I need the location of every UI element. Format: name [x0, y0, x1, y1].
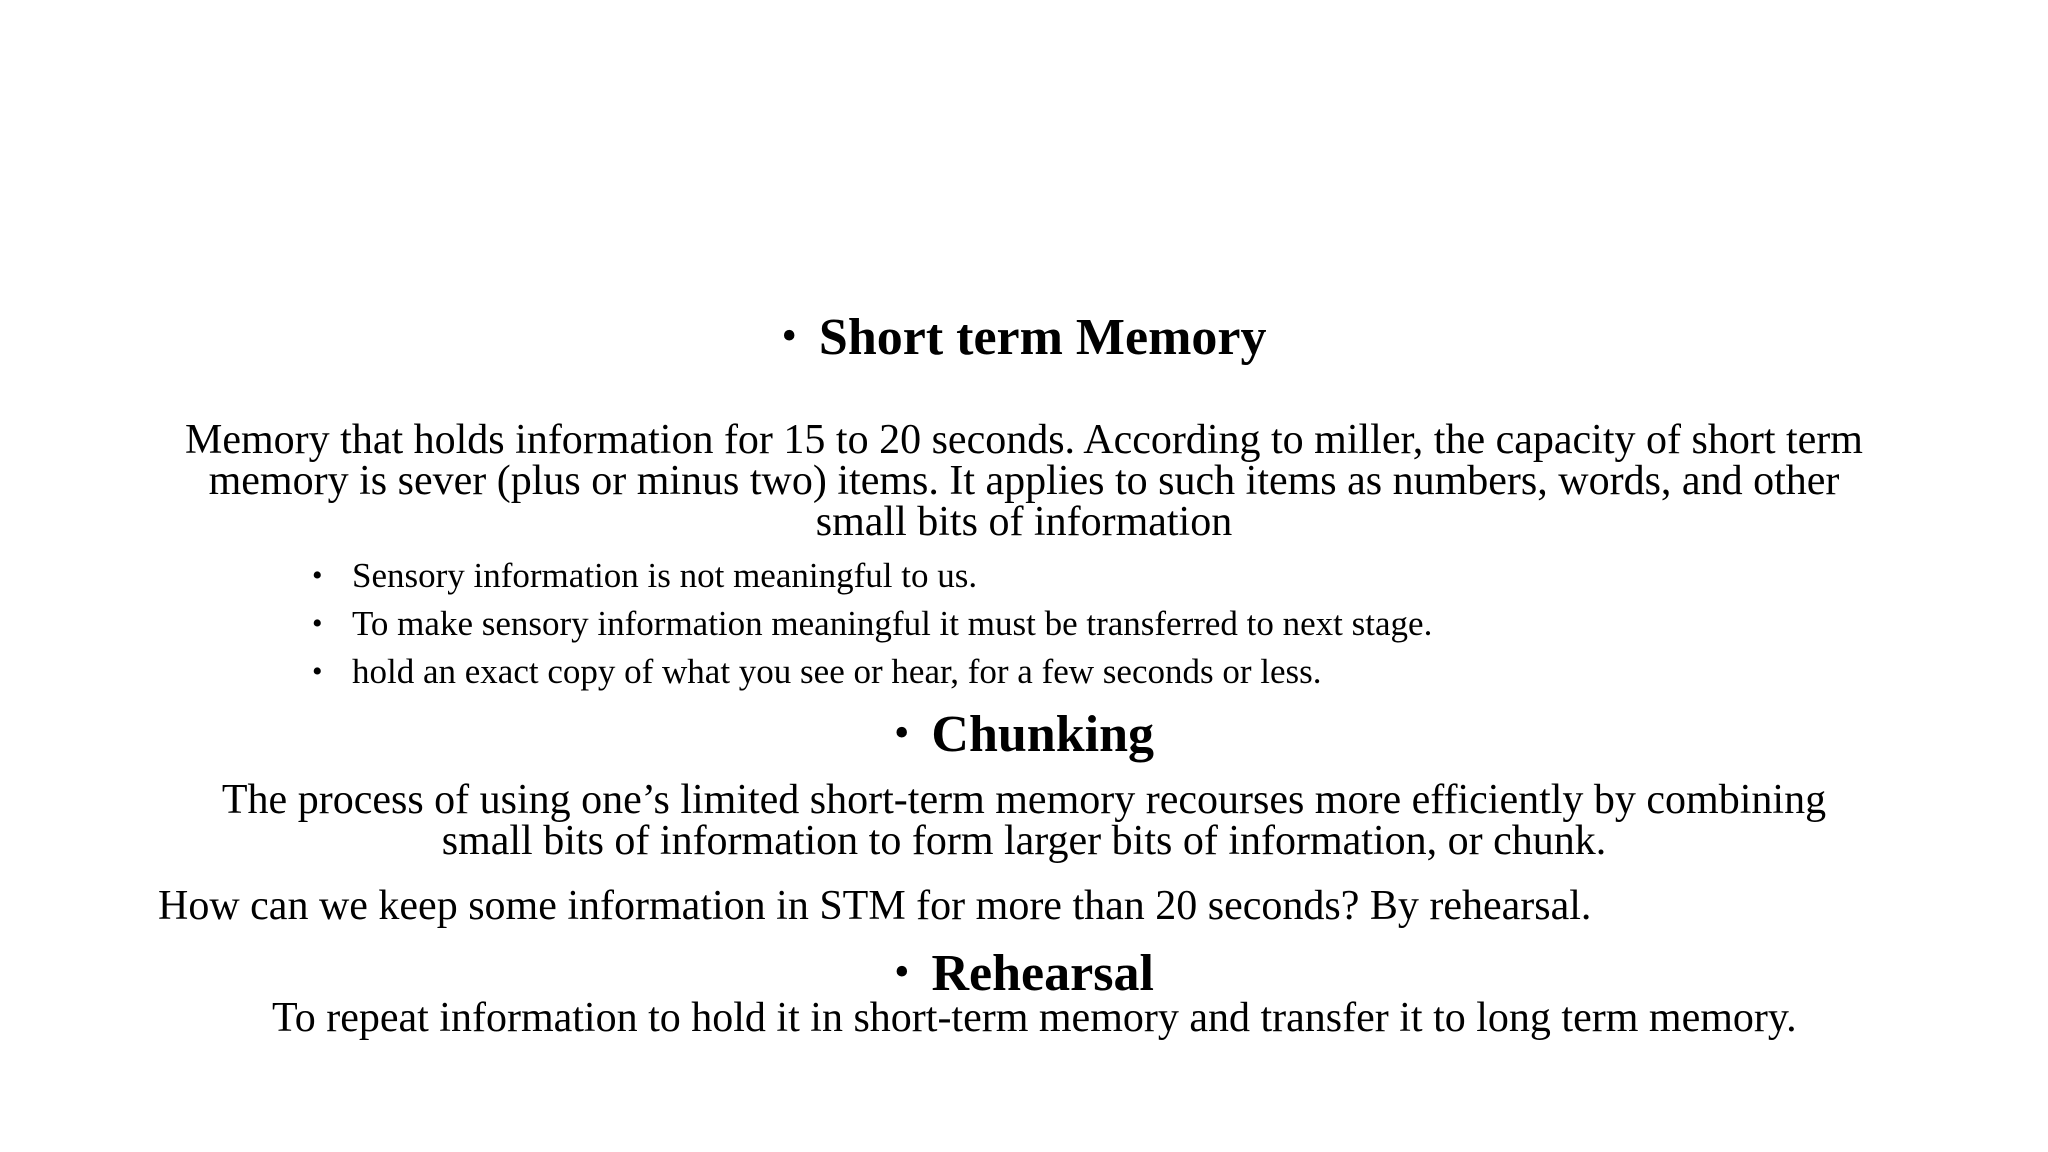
heading-chunking: [0, 703, 2048, 765]
stm-definition-line: small bits of information: [815, 499, 1233, 545]
chunking-definition-line: small bits of information to form larger bits of information, or chunk.: [441, 818, 1607, 864]
stm-bullet-list: [312, 552, 1432, 696]
list-item-text: To make sensory information meaningful it must be transferred to next stage.: [352, 604, 1433, 643]
chunking-definition: [0, 777, 2048, 864]
heading-short-term-memory: [0, 306, 2048, 368]
bullet-icon: •: [894, 947, 910, 996]
rehearsal-definition: To repeat information to hold it in short-term memory and transfer it to long term memory.: [272, 995, 1797, 1041]
list-item-text: hold an exact copy of what you see or hear, for a few seconds or less.: [352, 652, 1322, 691]
list-item: [312, 600, 1432, 648]
stm-definition-line: memory is sever (plus or minus two) items. It applies to such items as numbers, words, and other: [208, 458, 1840, 504]
stm-definition: [0, 417, 2048, 545]
bullet-icon: •: [312, 559, 323, 592]
bullet-icon: •: [312, 655, 323, 688]
stm-definition-line: Memory that holds information for 15 to 20 seconds. According to miller, the capacity of short term: [185, 417, 1863, 463]
list-item: [312, 552, 1432, 600]
list-item: [312, 648, 1432, 696]
bullet-icon: •: [893, 708, 910, 757]
bullet-icon: •: [781, 311, 797, 360]
bullet-icon: •: [312, 607, 323, 640]
heading-text: Rehearsal: [931, 945, 1154, 1002]
rehearsal-question: How can we keep some information in STM for more than 20 seconds? By rehearsal.: [158, 883, 1592, 929]
heading-text: Chunking: [931, 706, 1154, 763]
heading-text: Short term Memory: [818, 309, 1267, 366]
list-item-text: Sensory information is not meaningful to us.: [352, 556, 978, 595]
chunking-definition-line: The process of using one’s limited short-term memory recourses more efficiently by combining: [221, 777, 1827, 823]
